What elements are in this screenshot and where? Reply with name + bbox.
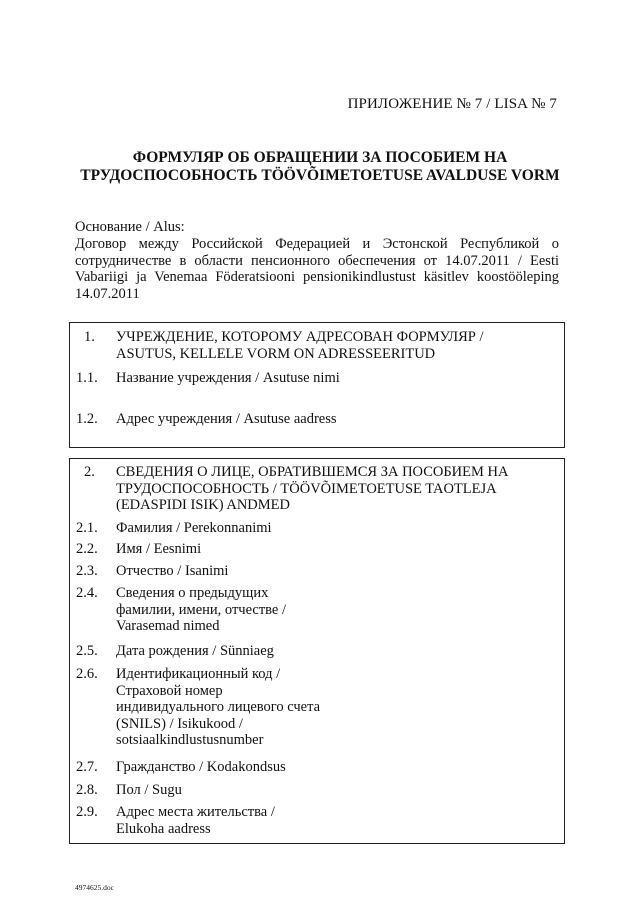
field-label: Отчество / Isanimi [116, 563, 229, 579]
section-2-box [69, 458, 565, 844]
section-2-number: 2. [84, 464, 95, 480]
field-number: 2.5. [76, 643, 98, 659]
field-label: Название учреждения / Asutuse nimi [116, 370, 340, 386]
field-label: Пол / Sugu [116, 782, 182, 798]
field-label: Адрес места жительства / Elukoha aadress [116, 804, 275, 837]
field-label: Фамилия / Perekonnanimi [116, 520, 272, 536]
basis-label: Основание / Alus: [75, 219, 185, 235]
field-number: 1.2. [76, 411, 98, 427]
field-number: 2.3. [76, 563, 98, 579]
field-number: 2.2. [76, 541, 98, 557]
field-number: 2.6. [76, 666, 98, 682]
form-title [0, 149, 640, 185]
field-number: 1.1. [76, 370, 98, 386]
field-label: Идентификационный код / Страховой номер индивидуального лицевого счета (SNILS) / Isikukood / sotsiaalkindlustusnumber [116, 666, 321, 748]
field-label: Гражданство / Kodakondsus [116, 759, 286, 775]
field-label: Имя / Eesnimi [116, 541, 202, 557]
field-number: 2.9. [76, 804, 98, 820]
field-number: 2.8. [76, 782, 98, 798]
field-number: 2.4. [76, 585, 98, 601]
section-1-title: УЧРЕЖДЕНИЕ, КОТОРОМУ АДРЕСОВАН ФОРМУЛЯР / ASUTUS, KELLELE VORM ON ADRESSEERITUD [116, 329, 484, 362]
section-1-number: 1. [84, 329, 95, 345]
form-title-line-2: ТРУДОСПОСОБНОСТЬ TÖÖVÕIMETOETUSE AVALDUSE VORM [80, 167, 560, 184]
field-label: Дата рождения / Sünniaeg [116, 643, 274, 659]
field-number: 2.7. [76, 759, 98, 775]
form-title-line-1: ФОРМУЛЯР ОБ ОБРАЩЕНИИ ЗА ПОСОБИЕМ НА [132, 149, 508, 166]
annex-label: ПРИЛОЖЕНИЕ № 7 / LISA № 7 [347, 96, 557, 112]
basis-block [75, 219, 559, 303]
field-number: 2.1. [76, 520, 98, 536]
footer-filename: 4974625.doc [75, 883, 114, 892]
section-1-box [69, 322, 565, 448]
section-2-title: СВЕДЕНИЯ О ЛИЦЕ, ОБРАТИВШЕМСЯ ЗА ПОСОБИЕМ НА ТРУДОСПОСОБНОСТЬ / TÖÖVÕIMETOETUSE TAOTLEJA (EDASPIDI ISIK) ANDMED [116, 464, 509, 513]
field-label: Адрес учреждения / Asutuse aadress [116, 411, 337, 427]
field-label: Сведения о предыдущих фамилии, имени, отчестве / Varasemad nimed [116, 585, 287, 634]
basis-text: Договор между Российской Федерацией и Эстонской Республикой о сотрудничестве в области пенсионного обеспечения от 14.07.2011 / Eesti Vabariigi ja Venemaa Föderatsiooni pensionikindlustust käsitlev koostööleping 14.07.2011 [75, 235, 559, 303]
